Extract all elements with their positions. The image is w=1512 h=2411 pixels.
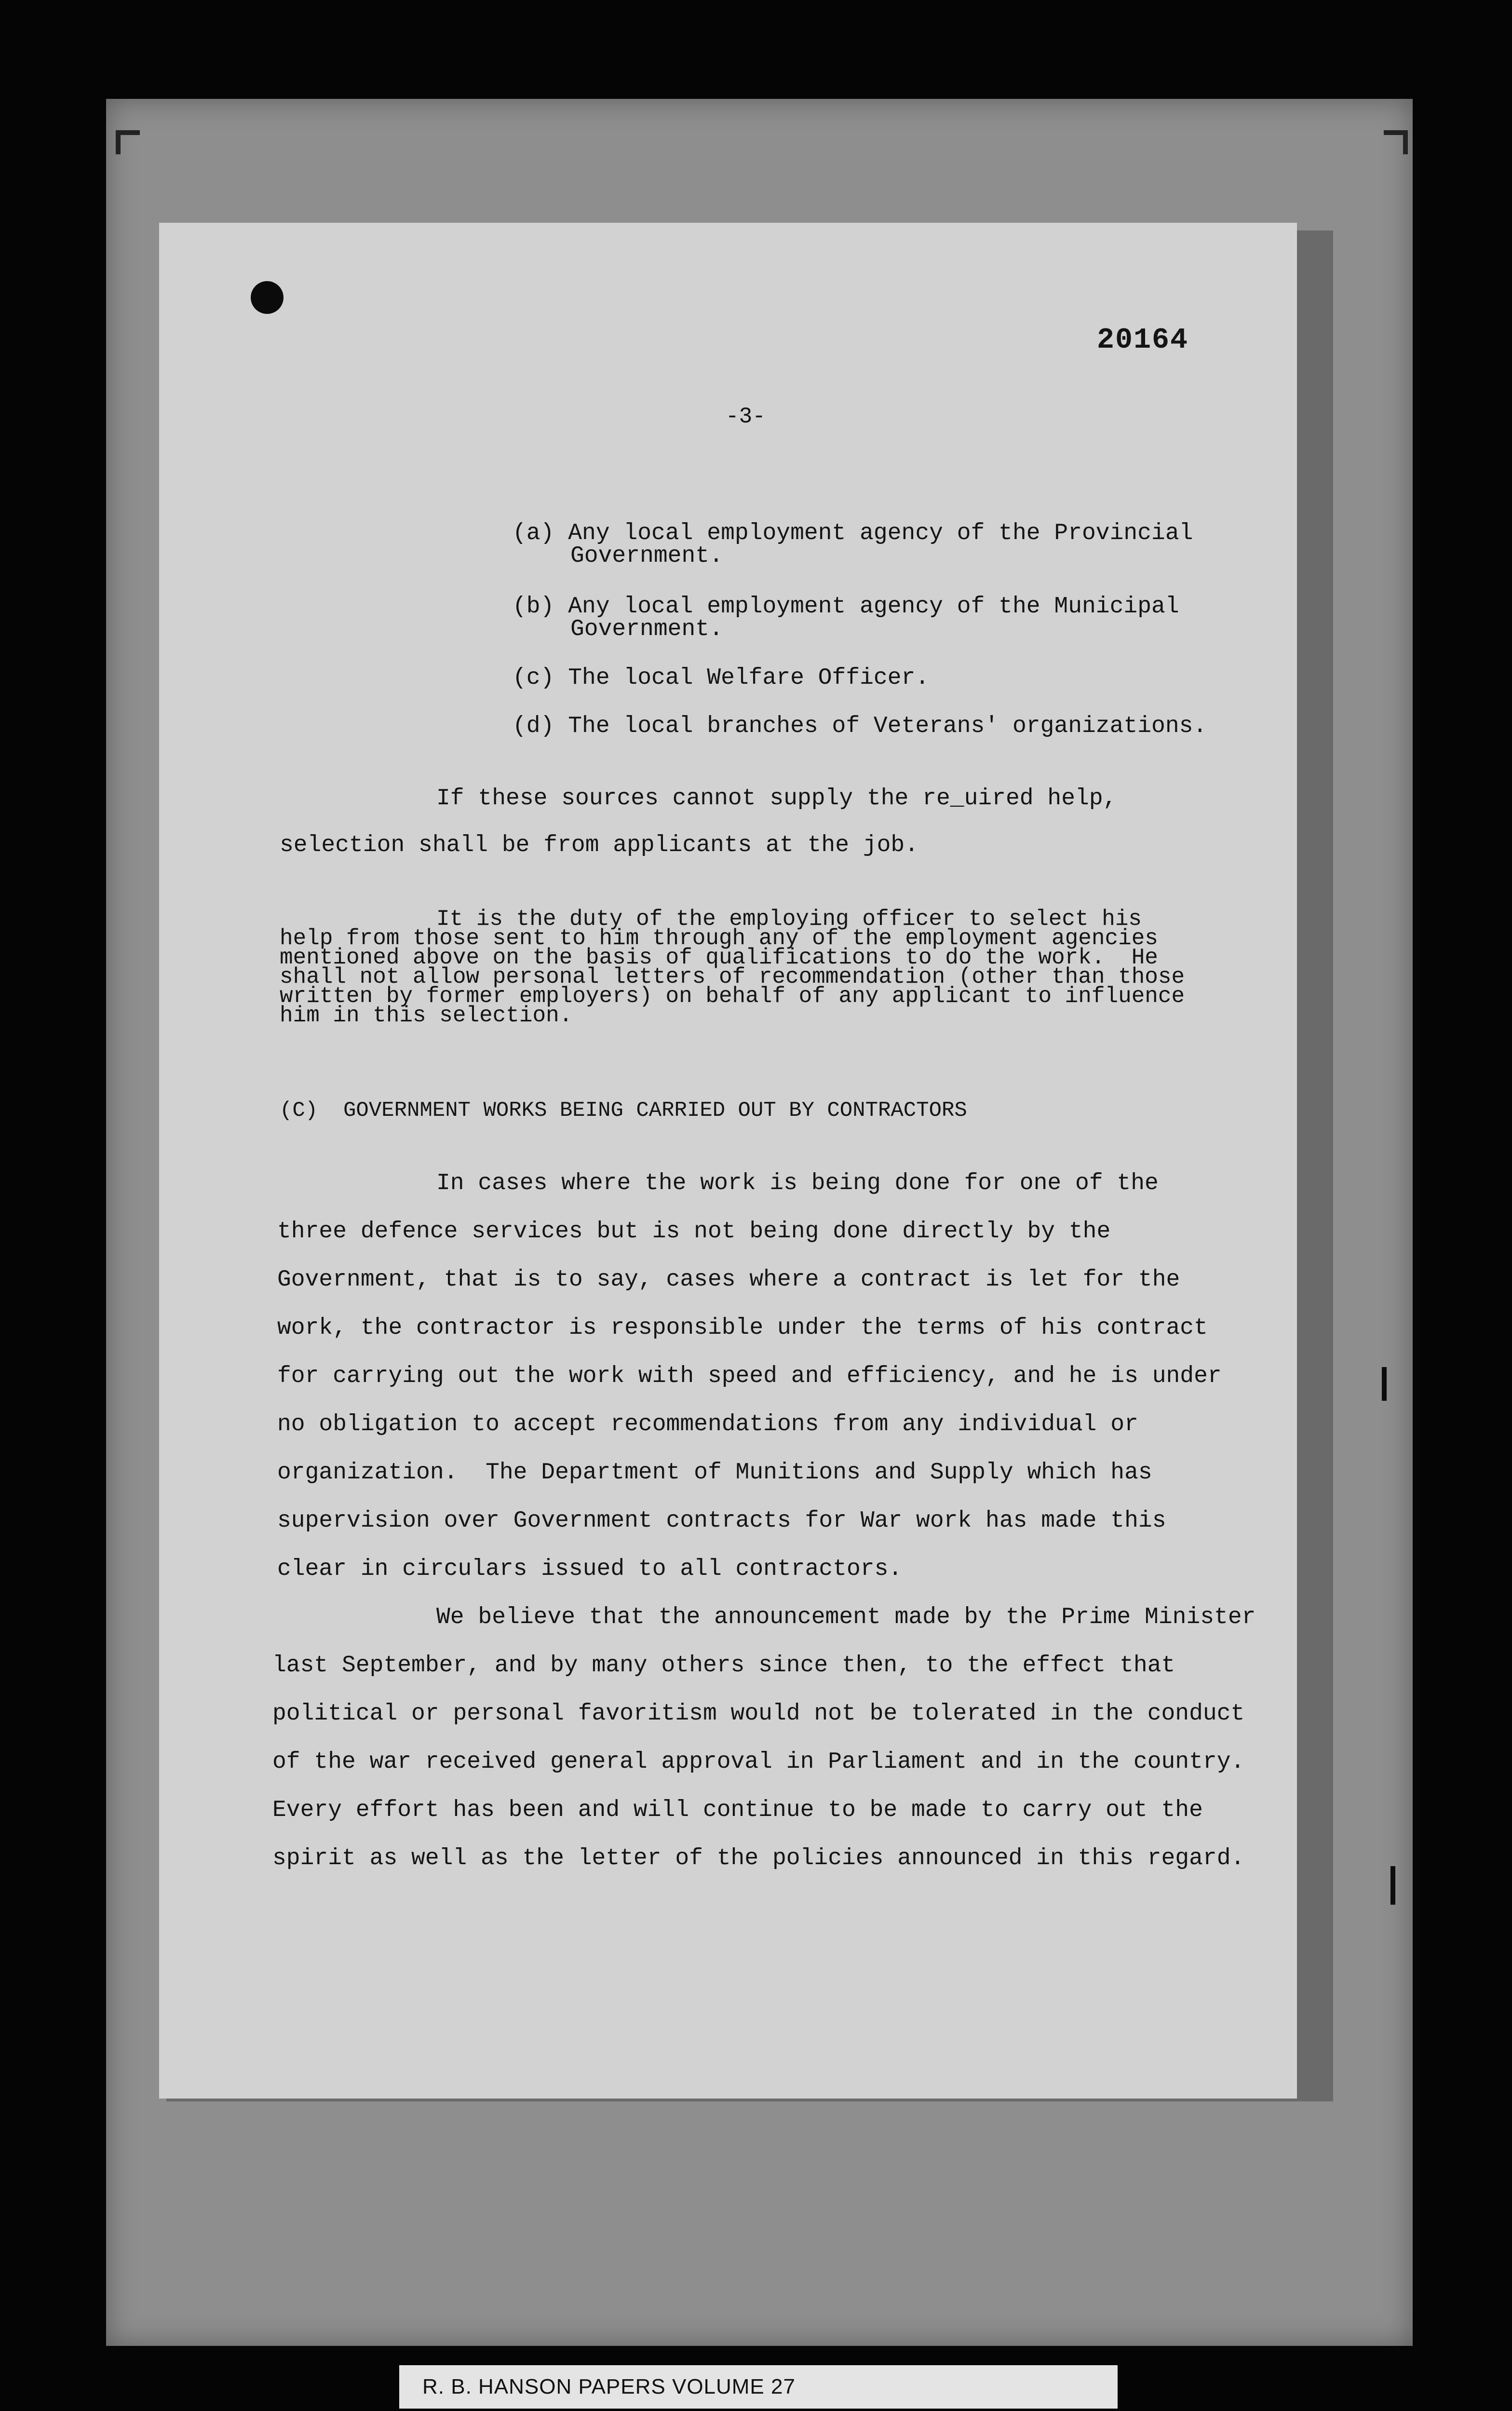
list-item-continuation: Government. xyxy=(570,543,723,569)
paragraph-line: organization. The Department of Munitions and Supply which has xyxy=(277,1460,1152,1486)
paragraph-line: mentioned above on the basis of qualifications to do the work. He xyxy=(280,945,1158,970)
paragraph-line: three defence services but is not being done directly by the xyxy=(277,1219,1111,1245)
paragraph-line: written by former employers) on behalf of any applicant to influence xyxy=(280,984,1185,1009)
paragraph-line: In cases where the work is being done for one of the xyxy=(436,1170,1159,1196)
paragraph-line: supervision over Government contracts for War work has made this xyxy=(277,1508,1166,1534)
paragraph-line: It is the duty of the employing officer to select his xyxy=(436,907,1142,932)
punch-hole-icon xyxy=(251,281,284,314)
paragraph-line: last September, and by many others since then, to the effect that xyxy=(272,1652,1175,1679)
reel-label: R. B. HANSON PAPERS VOLUME 27 xyxy=(399,2365,1118,2409)
paragraph-line: Government, that is to say, cases where a contract is let for the xyxy=(277,1267,1180,1293)
list-item: (d) The local branches of Veterans' organizations. xyxy=(513,713,1207,739)
paragraph-line: work, the contractor is responsible under the terms of his contract xyxy=(277,1315,1208,1341)
paragraph-line: selection shall be from applicants at the job. xyxy=(280,832,919,858)
paragraph-line: no obligation to accept recommendations from any individual or xyxy=(277,1411,1138,1437)
paragraph-line: We believe that the announcement made by the Prime Minister xyxy=(436,1604,1256,1630)
frame-corner-mark xyxy=(116,130,140,154)
paragraph-line: for carrying out the work with speed and efficiency, and he is under xyxy=(277,1363,1222,1389)
paragraph-line: clear in circulars issued to all contractors. xyxy=(277,1556,903,1582)
paragraph-line: If these sources cannot supply the re_uired help, xyxy=(436,786,1117,812)
page-number: 20164 xyxy=(1097,324,1189,357)
page-sequence: -3- xyxy=(726,404,766,429)
paragraph-line: him in this selection. xyxy=(280,1003,573,1028)
paragraph-line: of the war received general approval in Parliament and in the country. xyxy=(272,1749,1245,1775)
frame-corner-mark xyxy=(1384,130,1408,154)
list-item-continuation: Government. xyxy=(570,616,723,642)
paragraph-line: spirit as well as the letter of the policies announced in this regard. xyxy=(272,1845,1245,1871)
paragraph-line: Every effort has been and will continue to be made to carry out the xyxy=(272,1797,1203,1823)
list-item: (c) The local Welfare Officer. xyxy=(513,665,930,691)
list-item: (b) Any local employment agency of the Municipal xyxy=(513,594,1179,620)
paragraph-line: help from those sent to him through any of the employment agencies xyxy=(280,926,1158,951)
paragraph-line: political or personal favoritism would not be tolerated in the conduct xyxy=(272,1701,1245,1727)
film-scratch-mark xyxy=(1382,1367,1387,1401)
film-scratch-mark xyxy=(1390,1866,1395,1905)
paragraph-line: shall not allow personal letters of recommendation (other than those xyxy=(280,964,1185,989)
list-item: (a) Any local employment agency of the Provincial xyxy=(513,520,1193,546)
section-heading: (C) GOVERNMENT WORKS BEING CARRIED OUT BY CONTRACTORS xyxy=(280,1098,967,1123)
